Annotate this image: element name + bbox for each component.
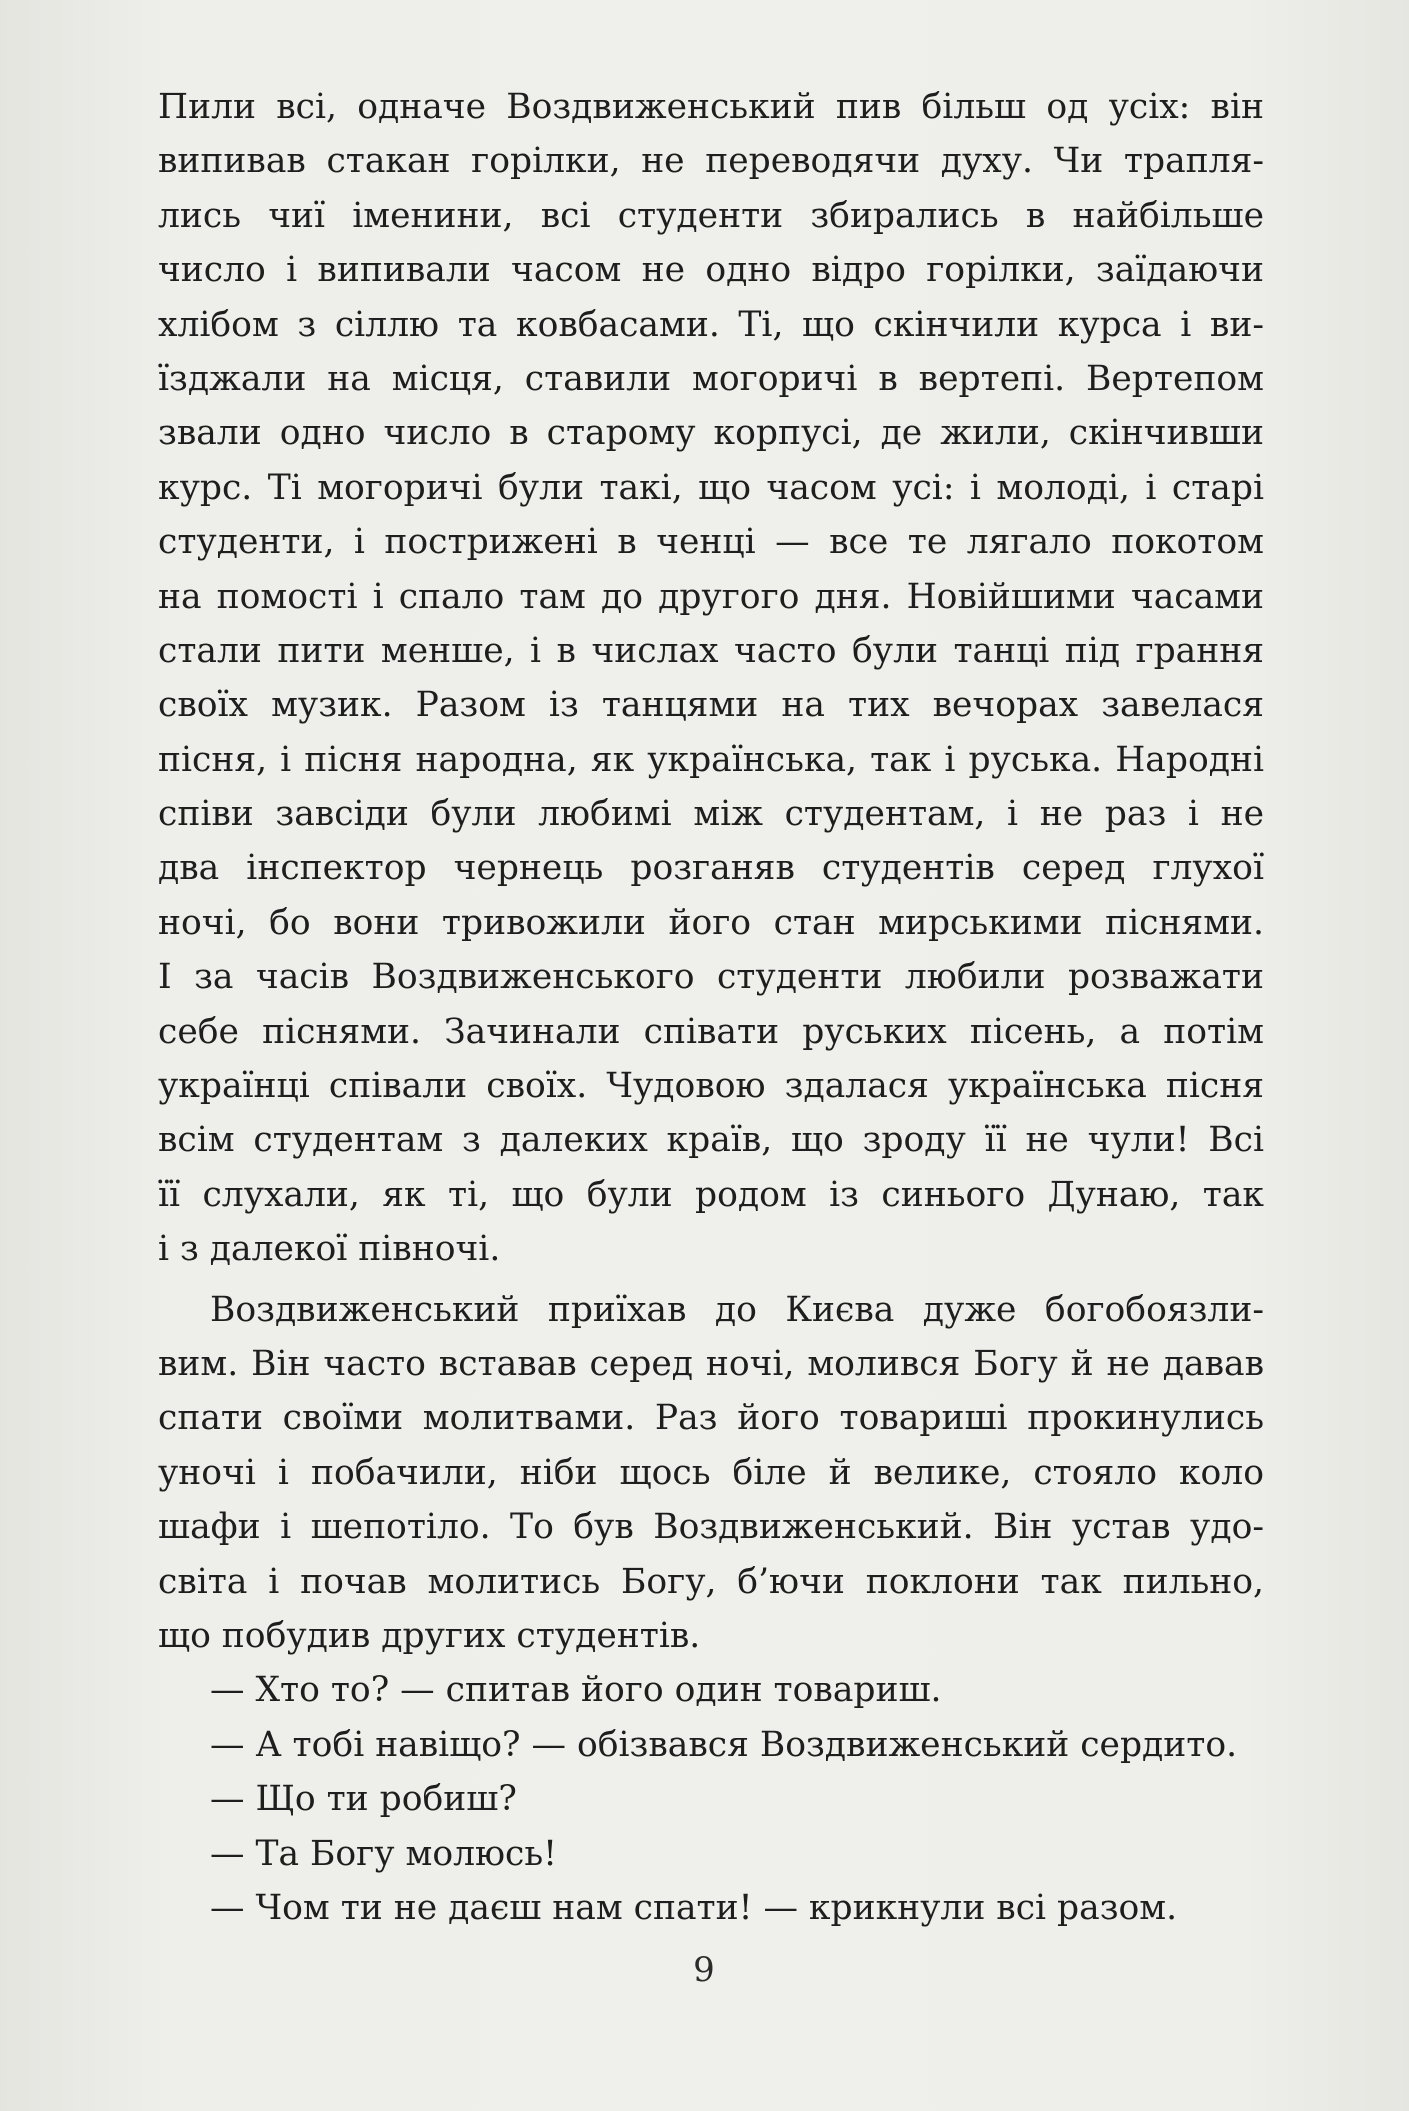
text-line: світа і почав молитись Богу, б’ючи поклони так пильно, [158, 1561, 1264, 1602]
page-number: 9 [693, 1950, 715, 1990]
text-line: шафи і шепотіло. То був Воздвиженський. Він устав удо- [158, 1507, 1264, 1548]
text-line: себе піснями. Зачинали співати руських пісень, а потім [158, 1011, 1264, 1052]
body-text [158, 80, 1264, 1935]
dialogue-line-2 [158, 1718, 1264, 1772]
text-line: вим. Він часто вставав серед ночі, молився Богу й не давав [158, 1343, 1264, 1384]
text-line: — Хто то? — спитав його один товариш. [210, 1670, 942, 1711]
text-line: І за часів Воздвиженського студенти любили розважати [158, 957, 1264, 998]
text-line: випивав стакан горілки, не переводячи духу. Чи трапля- [158, 141, 1264, 182]
text-line: спати своїми молитвами. Раз його товариші прокинулись [158, 1398, 1264, 1439]
text-line: що побудив других студентів. [158, 1615, 701, 1656]
text-line: лись чиї іменини, всі студенти збирались в найбільше [158, 195, 1264, 236]
text-line: і з далекої півночі. [158, 1229, 501, 1270]
text-line: пісня, і пісня народна, як українська, так і руська. Народні [158, 739, 1264, 780]
text-line: — Та Богу молюсь! [210, 1833, 558, 1874]
text-line: звали одно число в старому корпусі, де жили, скінчивши [158, 413, 1264, 454]
text-line: уночі і побачили, ніби щось біле й велике, стояло коло [158, 1452, 1264, 1493]
text-line: курс. Ті могоричі були такі, що часом усі: і молоді, і старі [158, 467, 1264, 508]
dialogue-line-1 [158, 1663, 1264, 1717]
text-line: хлібом з сіллю та ковбасами. Ті, що скінчили курса і ви- [158, 304, 1264, 345]
dialogue-line-3 [158, 1772, 1264, 1826]
text-line: на помості і спало там до другого дня. Новійшими часами [158, 576, 1264, 617]
text-line: їзджали на місця, ставили могоричі в вертепі. Вертепом [158, 358, 1264, 399]
text-line: — Чом ти не даєш нам спати! — крикнули всі разом. [210, 1887, 1178, 1928]
text-line: два інспектор чернець розганяв студентів серед глухої [158, 848, 1264, 889]
paragraph-1 [158, 80, 1264, 1277]
dialogue-line-4 [158, 1827, 1264, 1881]
dialogue-line-5 [158, 1881, 1264, 1935]
text-line: своїх музик. Разом із танцями на тих вечорах завелася [158, 685, 1264, 726]
text-line: всім студентам з далеких країв, що зроду її не чули! Всі [158, 1120, 1264, 1161]
text-line: Пили всі, одначе Воздвиженський пив більш од усіх: він [158, 87, 1264, 127]
text-line: її слухали, як ті, що були родом із синього Дунаю, так [158, 1174, 1264, 1215]
text-line: Воздвиженський приїхав до Києва дуже богобоязли- [210, 1289, 1264, 1330]
text-line: число і випивали часом не одно відро горілки, заїдаючи [158, 250, 1264, 291]
paragraph-2 [158, 1283, 1264, 1664]
text-line: студенти, і пострижені в ченці — все те лягало покотом [158, 522, 1264, 563]
text-line: ночі, бо вони тривожили його стан мирськими піснями. [158, 902, 1264, 943]
text-line: стали пити менше, і в числах часто були танці під грання [158, 630, 1264, 671]
text-line: українці співали своїх. Чудовою здалася українська пісня [158, 1066, 1264, 1107]
text-line: співи завсіди були любимі між студентам, і не раз і не [158, 794, 1264, 835]
text-line: — Що ти робиш? [210, 1779, 517, 1820]
text-line: — А тобі навіщо? — обізвався Воздвиженський сердито. [210, 1724, 1238, 1765]
